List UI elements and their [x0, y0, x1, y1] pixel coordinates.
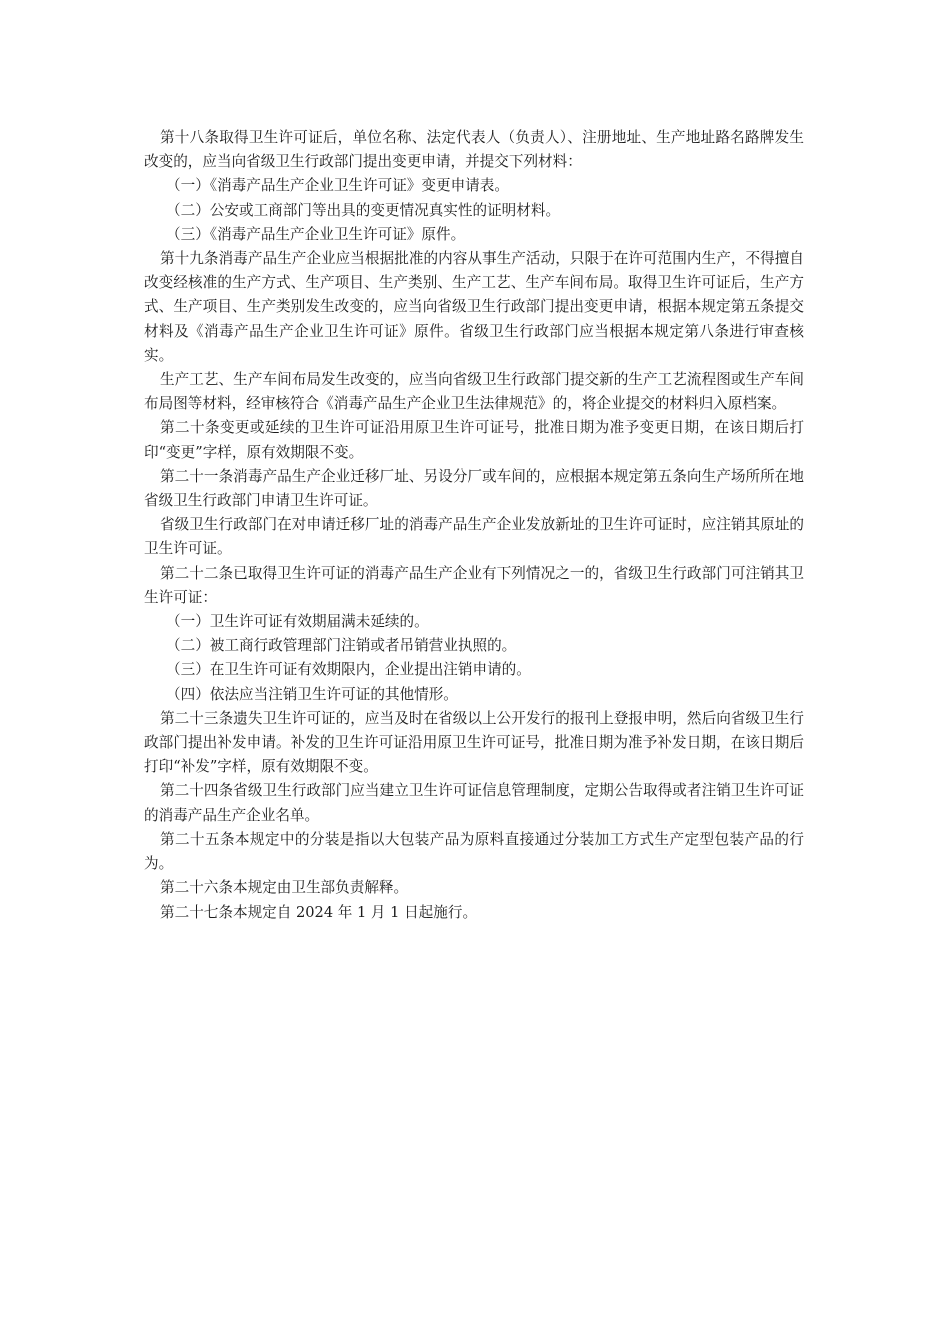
article-22: 第二十二条已取得卫生许可证的消毒产品生产企业有下列情况之一的，省级卫生行政部门可注销其卫生许可证：: [144, 564, 804, 606]
article-27: 第二十七条本规定自 2024 年 1 月 1 日起施行。: [160, 903, 478, 921]
article-18-item-3: （三）《消毒产品生产企业卫生许可证》原件。: [166, 225, 466, 243]
article-21-paragraph-2: 省级卫生行政部门在对申请迁移厂址的消毒产品生产企业发放新址的卫生许可证时，应注销其原址的卫生许可证。: [144, 516, 804, 558]
article-21: 第二十一条消毒产品生产企业迁移厂址、另设分厂或车间的，应根据本规定第五条向生产场所所在地省级卫生行政部门申请卫生许可证。: [144, 467, 804, 510]
article-22-item-1: （一）卫生许可证有效期届满未延续的。: [166, 613, 429, 631]
article-22-item-2: （二）被工商行政管理部门注销或者吊销营业执照的。: [166, 637, 517, 655]
article-18-item-2: （二）公安或工商部门等出具的变更情况真实性的证明材料。: [166, 201, 561, 219]
article-18: 第十八条取得卫生许可证后，单位名称、法定代表人（负责人）、注册地址、生产地址路名路牌发生改变的，应当向省级卫生行政部门提出变更申请，并提交下列材料：: [144, 129, 804, 171]
article-22-item-4: （四）依法应当注销卫生许可证的其他情形。: [166, 685, 458, 703]
article-22-item-3: （三）在卫生许可证有效期限内，企业提出注销申请的。: [166, 661, 531, 679]
article-19-paragraph-2: 生产工艺、生产车间布局发生改变的，应当向省级卫生行政部门提交新的生产工艺流程图或生产车间布局图等材料，经审核符合《消毒产品生产企业卫生法律规范》的，将企业提交的材料归入原档案。: [144, 371, 804, 413]
article-26: 第二十六条本规定由卫生部负责解释。: [160, 879, 409, 897]
article-20: 第二十条变更或延续的卫生许可证沿用原卫生许可证号，批准日期为准予变更日期，在该日期后打印“变更”字样，原有效期限不变。: [144, 419, 804, 461]
article-23: 第二十三条遗失卫生许可证的，应当及时在省级以上公开发行的报刊上登报申明，然后向省级卫生行政部门提出补发申请。补发的卫生许可证沿用原卫生许可证号，批准日期为准予补发日期，在该日期后打印“补发”字样，原有效期限不变。: [144, 709, 804, 776]
article-19: 第十九条消毒产品生产企业应当根据批准的内容从事生产活动，只限于在许可范围内生产，不得擅自改变经核准的生产方式、生产项目、生产类别、生产工艺、生产车间布局。取得卫生许可证后，生产方式、生产项目、生产类别发生改变的，应当向省级卫生行政部门提出变更申请，根据本规定第五条提交材料及《消毒产品生产企业卫生许可证》原件。省级卫生行政部门应当根据本规定第八条进行审查核实。: [144, 250, 804, 364]
article-24: 第二十四条省级卫生行政部门应当建立卫生许可证信息管理制度，定期公告取得或者注销卫生许可证的消毒产品生产企业名单。: [144, 782, 804, 824]
article-25: 第二十五条本规定中的分装是指以大包装产品为原料直接通过分装加工方式生产定型包装产品的行为。: [144, 830, 804, 873]
document-body: [144, 126, 804, 925]
article-18-item-1: （一）《消毒产品生产企业卫生许可证》变更申请表。: [166, 177, 509, 195]
